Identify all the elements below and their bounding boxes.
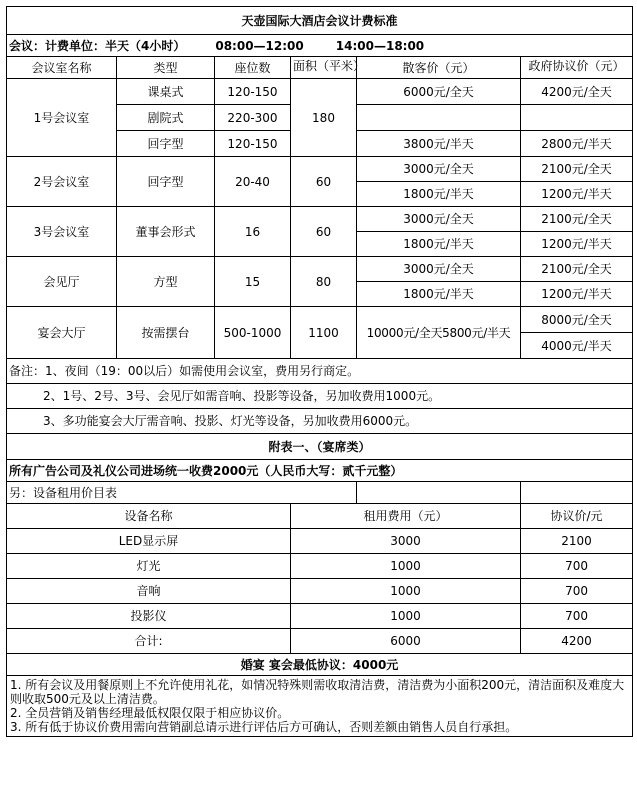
room1-gov-half: 2800元/半天 [521, 131, 633, 157]
equipment-total-agreement: 4200 [521, 629, 633, 654]
equipment-col-name: 设备名称 [7, 504, 291, 529]
policy-notes [7, 676, 633, 737]
equipment-col-rent: 租用费用（元） [291, 504, 521, 529]
equipment-caption: 另：设备租用价目表 [7, 482, 357, 504]
equipment-name: 投影仪 [7, 604, 291, 629]
room1-seats-theater: 220-300 [215, 105, 291, 131]
room1-retail-half: 3800元/半天 [357, 131, 521, 157]
room2-retail-half: 1800元/半天 [357, 182, 521, 207]
room2-row-full [7, 157, 633, 182]
room3-row-full [7, 207, 633, 232]
room1-retail-blank [357, 105, 521, 131]
room1-type-desk: 课桌式 [117, 79, 215, 105]
equipment-total-label: 合计: [7, 629, 291, 654]
sheet-title: 天壶国际大酒店会议计费标准 [7, 7, 633, 35]
afternoon-hours: 14:00—18:00 [335, 38, 425, 53]
equipment-total-rent: 6000 [291, 629, 521, 654]
equipment-rent: 1000 [291, 579, 521, 604]
room3-seats: 16 [215, 207, 291, 257]
equipment-row-lighting [7, 554, 633, 579]
room5-row-full [7, 307, 633, 333]
col-room-name: 会议室名称 [7, 57, 117, 79]
room1-area: 180 [291, 79, 357, 157]
room3-gov-full: 2100元/全天 [521, 207, 633, 232]
room4-retail-half: 1800元/半天 [357, 282, 521, 307]
equipment-row-projector [7, 604, 633, 629]
room4-name: 会见厅 [7, 257, 117, 307]
room4-retail-full: 3000元/全天 [357, 257, 521, 282]
room4-area: 80 [291, 257, 357, 307]
room3-retail-full: 3000元/全天 [357, 207, 521, 232]
room2-seats: 20-40 [215, 157, 291, 207]
room3-type: 董事会形式 [117, 207, 215, 257]
equipment-agreement: 700 [521, 579, 633, 604]
room2-gov-full: 2100元/全天 [521, 157, 633, 182]
rate-table [6, 6, 633, 737]
note-row-1 [7, 359, 633, 384]
col-retail-price: 散客价（元） [357, 57, 521, 79]
room1-name: 1号会议室 [7, 79, 117, 157]
room4-gov-half: 1200元/半天 [521, 282, 633, 307]
equipment-row-total [7, 629, 633, 654]
room4-type: 方型 [117, 257, 215, 307]
room4-gov-full: 2100元/全天 [521, 257, 633, 282]
room4-seats: 15 [215, 257, 291, 307]
equipment-agreement: 2100 [521, 529, 633, 554]
equipment-col-agreement: 协议价/元 [521, 504, 633, 529]
room3-area: 60 [291, 207, 357, 257]
col-seats: 座位数 [215, 57, 291, 79]
room1-seats-desk: 120-150 [215, 79, 291, 105]
billing-unit-label: 会议：计费单位：半天（4小时） [9, 38, 186, 53]
appendix-title: 附表一、（宴席类） [7, 434, 633, 460]
policy-row [7, 676, 633, 737]
equipment-agreement: 700 [521, 604, 633, 629]
equipment-rent: 1000 [291, 554, 521, 579]
note-row-3 [7, 409, 633, 434]
room5-retail: 10000元/全天5800元/半天 [357, 307, 521, 359]
room5-gov-full: 8000元/全天 [521, 307, 633, 333]
meeting-header-row [7, 35, 633, 57]
caption-blank-1 [357, 482, 521, 504]
room1-type-hollow: 回字型 [117, 131, 215, 157]
appendix-row [7, 434, 633, 460]
col-area: 面积（平米） [291, 57, 357, 79]
equipment-rent: 1000 [291, 604, 521, 629]
equipment-caption-row [7, 482, 633, 504]
room5-name: 宴会大厅 [7, 307, 117, 359]
col-type: 类型 [117, 57, 215, 79]
equipment-row-led [7, 529, 633, 554]
wedding-minimum: 婚宴 宴会最低协议：4000元 [7, 654, 633, 676]
equipment-row-audio [7, 579, 633, 604]
equipment-name: 灯光 [7, 554, 291, 579]
note-2: 2、1号、2号、3号、会见厅如需音响、投影等设备，另加收费用1000元。 [7, 384, 633, 409]
room5-type: 按需摆台 [117, 307, 215, 359]
note-1: 备注：1、夜间（19：00以后）如需使用会议室，费用另行商定。 [7, 359, 633, 384]
room3-name: 3号会议室 [7, 207, 117, 257]
room3-retail-half: 1800元/半天 [357, 232, 521, 257]
room2-retail-full: 3000元/全天 [357, 157, 521, 182]
policy-1: 1. 所有会议及用餐原则上不允许使用礼花，如情况特殊则需收取清洁费，清洁费为小面积200元，清洁面积及难度大则收取500元及以上清洁费。 [10, 678, 625, 706]
policy-3: 3. 所有低于协议价费用需向营销副总请示进行评估后方可确认，否则差额由销售人员自行承担。 [10, 720, 518, 734]
equipment-name: 音响 [7, 579, 291, 604]
room5-area: 1100 [291, 307, 357, 359]
meeting-billing-unit [7, 35, 633, 57]
equipment-rent: 3000 [291, 529, 521, 554]
note-row-2 [7, 384, 633, 409]
equipment-agreement: 700 [521, 554, 633, 579]
room1-seats-hollow: 120-150 [215, 131, 291, 157]
room5-seats: 500-1000 [215, 307, 291, 359]
room2-gov-half: 1200元/半天 [521, 182, 633, 207]
room1-gov-full: 4200元/全天 [521, 79, 633, 105]
room2-name: 2号会议室 [7, 157, 117, 207]
room2-area: 60 [291, 157, 357, 207]
wedding-row [7, 654, 633, 676]
room1-gov-blank [521, 105, 633, 131]
morning-hours: 08:00—12:00 [215, 38, 304, 53]
caption-blank-2 [521, 482, 633, 504]
room2-type: 回字型 [117, 157, 215, 207]
col-gov-price: 政府协议价（元） [521, 57, 633, 79]
room5-gov-half: 4000元/半天 [521, 333, 633, 359]
title-row [7, 7, 633, 35]
room4-row-full [7, 257, 633, 282]
policy-2: 2. 全员营销及销售经理最低权限仅限于相应协议价。 [10, 706, 290, 720]
note-3: 3、多功能宴会大厅需音响、投影、灯光等设备，另加收费用6000元。 [7, 409, 633, 434]
room3-gov-half: 1200元/半天 [521, 232, 633, 257]
room1-type-theater: 剧院式 [117, 105, 215, 131]
column-header-row [7, 57, 633, 79]
room1-row-desk [7, 79, 633, 105]
room1-retail-full: 6000元/全天 [357, 79, 521, 105]
equipment-header-row [7, 504, 633, 529]
equipment-name: LED显示屏 [7, 529, 291, 554]
ad-fee-row [7, 460, 633, 482]
ad-fee-notice: 所有广告公司及礼仪公司进场统一收费2000元（人民币大写：贰千元整） [7, 460, 633, 482]
